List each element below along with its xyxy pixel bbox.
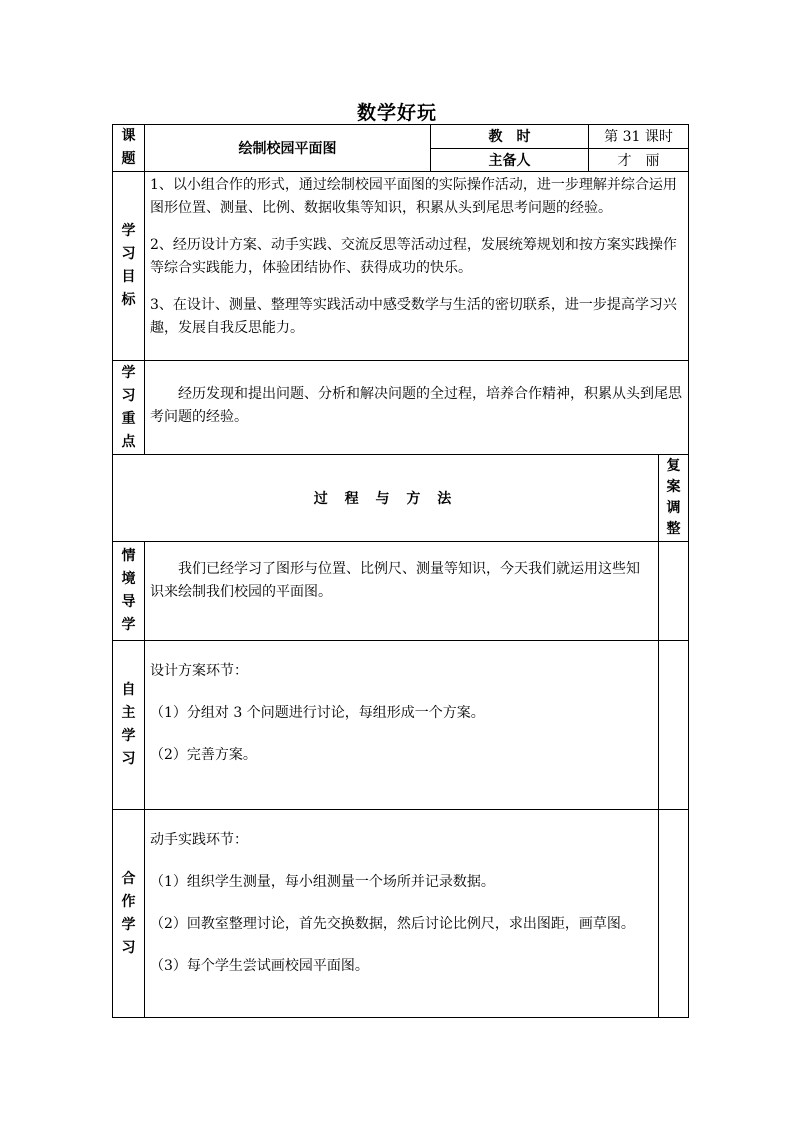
situation-adjust-cell xyxy=(659,542,689,641)
lesson-plan-table xyxy=(112,124,689,1018)
self-study-content xyxy=(145,641,659,810)
objectives-row xyxy=(113,172,689,361)
preparer-value: 才 丽 xyxy=(589,148,689,172)
key-points-text: 经历发现和提出问题、分析和解决问题的全过程，培养合作精神，积累从头到尾思考问题的经验。 xyxy=(150,386,682,425)
key-points-content xyxy=(145,361,689,455)
objective-item: 3、在设计、测量、整理等实践活动中感受数学与生活的密切联系，进一步提高学习兴趣，发展自我反思能力。 xyxy=(150,297,677,336)
self-study-line: （1）分组对 3 个问题进行讨论，每组形成一个方案。 xyxy=(150,705,485,721)
objectives-label: 学 习 目 标 xyxy=(113,172,145,361)
cooperation-adjust-cell xyxy=(659,810,689,1018)
cooperation-line: 动手实践环节： xyxy=(150,832,248,848)
situation-content xyxy=(145,542,659,641)
process-heading: 过 程 与 方 法 xyxy=(113,455,659,542)
review-adjust-label: 复 案 调 整 xyxy=(659,455,689,542)
cooperation-line: （2）回教室整理讨论，首先交换数据，然后讨论比例尺，求出图距，画草图。 xyxy=(150,916,635,932)
period-value: 第 31 课时 xyxy=(589,125,689,149)
lesson-topic: 绘制校园平面图 xyxy=(145,125,431,172)
key-points-row xyxy=(113,361,689,455)
cooperation-row xyxy=(113,810,689,1018)
topic-label: 课 题 xyxy=(113,125,145,172)
objective-item: 1、以小组合作的形式，通过绘制校园平面图的实际操作活动，进一步理解并综合运用图形位置、测量、比例、数据收集等知识，积累从头到尾思考问题的经验。 xyxy=(150,177,677,216)
self-study-label: 自 主 学 习 xyxy=(113,641,145,810)
key-points-label: 学 习 重 点 xyxy=(113,361,145,455)
self-study-adjust-cell xyxy=(659,641,689,810)
cooperation-line: （1）组织学生测量，每小组测量一个场所并记录数据。 xyxy=(150,874,495,890)
period-label: 教 时 xyxy=(431,125,589,149)
process-header-row xyxy=(113,455,689,542)
situation-label: 情 境 导 学 xyxy=(113,542,145,641)
cooperation-label: 合 作 学 习 xyxy=(113,810,145,1018)
situation-row xyxy=(113,542,689,641)
self-study-line: 设计方案环节： xyxy=(150,663,248,679)
situation-text: 我们已经学习了图形与位置、比例尺、测量等知识，今天我们就运用这些知识来绘制我们校园的平面图。 xyxy=(150,561,640,600)
objectives-content xyxy=(145,172,689,361)
self-study-line: （2）完善方案。 xyxy=(150,747,257,763)
preparer-label: 主备人 xyxy=(431,148,589,172)
cooperation-line: （3）每个学生尝试画校园平面图。 xyxy=(150,958,369,974)
cooperation-content xyxy=(145,810,659,1018)
page-title: 数学好玩 xyxy=(356,102,437,124)
header-row-period xyxy=(113,125,689,149)
objective-item: 2、经历设计方案、动手实践、交流反思等活动过程，发展统筹规划和按方案实践操作等综合实践能力，体验团结协作、获得成功的快乐。 xyxy=(150,237,677,276)
self-study-row xyxy=(113,641,689,810)
